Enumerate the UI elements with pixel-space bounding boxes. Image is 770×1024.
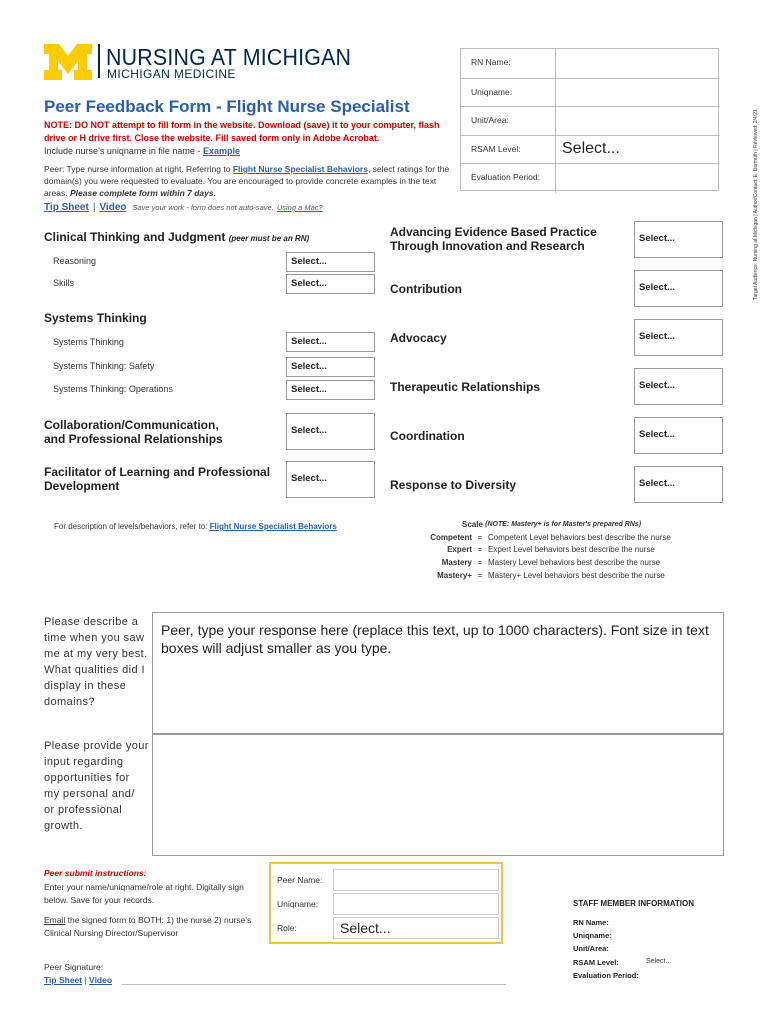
staff-rsam-value: Select...	[646, 958, 672, 965]
peer-uniqname-field[interactable]	[333, 893, 499, 915]
peer-name-row	[271, 867, 501, 893]
staff-uniqname-label: Uniqname:	[573, 931, 612, 940]
form-title: Peer Feedback Form - Flight Nurse Specialist	[44, 97, 410, 116]
peer-name-label: Peer Name:	[277, 875, 323, 885]
collaboration-heading: Collaboration/Communication, and Professional Relationships	[44, 418, 223, 446]
behaviors-link-2[interactable]: Flight Nurse Specialist Behaviors	[209, 522, 337, 531]
coordination-select[interactable]: Select...	[634, 417, 723, 454]
download-note: NOTE: DO NOT attempt to fill form in the website. Download (save) it to your computer, flash drive or H drive first. Close the website. Fill saved form only in Adobe Acrobat.	[44, 120, 440, 143]
coordination-heading: Coordination	[390, 429, 465, 443]
rsam-select[interactable]: Select...	[555, 136, 720, 165]
collaboration-select[interactable]: Select...	[286, 413, 375, 450]
advancing-ebp-heading: Advancing Evidence Based Practice Through Innovation and Research	[390, 225, 597, 253]
brand-subname: MICHIGAN MEDICINE	[107, 67, 236, 81]
example-link[interactable]: Example	[202, 146, 240, 156]
systems-thinking-label: Systems Thinking	[53, 337, 124, 347]
tip-sheet-link-2[interactable]: Tip Sheet	[44, 975, 83, 985]
contribution-heading: Contribution	[390, 282, 462, 296]
eval-period-label: Evaluation Period:	[471, 172, 540, 183]
facilitator-select[interactable]: Select...	[286, 461, 375, 498]
staff-rn-name-label: RN Name:	[573, 918, 609, 927]
signature-help-links: Tip Sheet | Video	[44, 975, 113, 985]
systems-operations-select[interactable]: Select...	[286, 380, 375, 400]
uniqname-label: Uniqname:	[471, 86, 513, 97]
unit-row	[461, 106, 720, 135]
rsam-label: RSAM Level:	[471, 143, 521, 154]
systems-safety-label: Systems Thinking: Safety	[53, 361, 155, 371]
mac-link[interactable]: Using a Mac?	[276, 203, 323, 212]
brand-name: NURSING AT MICHIGAN	[106, 44, 352, 70]
include-uniqname-text: Include nurse’s uniqname in file name - Example	[44, 146, 240, 156]
staff-eval-period-label: Evaluation Period:	[573, 971, 639, 980]
systems-thinking-heading: Systems Thinking	[44, 311, 147, 325]
growth-response-box[interactable]	[152, 734, 724, 856]
scale-row: Expert = Expert Level behaviors best describe the nurse	[447, 545, 655, 555]
uniqname-field[interactable]	[555, 79, 720, 108]
peer-uniqname-row	[271, 891, 501, 917]
scale-row: Mastery+ = Mastery+ Level behaviors best describe the nurse	[437, 570, 665, 580]
peer-role-row	[271, 915, 501, 941]
skills-select[interactable]: Select...	[286, 274, 375, 294]
eval-period-field[interactable]	[555, 164, 720, 193]
best-time-response-box[interactable]	[152, 612, 724, 734]
advancing-ebp-select[interactable]: Select...	[634, 221, 723, 258]
peer-role-label: Role:	[277, 923, 297, 933]
therapeutic-select[interactable]: Select...	[634, 368, 723, 405]
email-instructions: Email the signed form to BOTH: 1) the nurse 2) nurse’s Clinical Nursing Director/Supervisor	[44, 915, 252, 938]
submit-instructions-text: Enter your name/uniqname/role at right. Digitally sign below. Save for your records.	[44, 882, 244, 905]
logo-divider	[98, 44, 100, 78]
skills-label: Skills	[53, 278, 75, 288]
staff-rsam-label: RSAM Level:	[573, 958, 619, 967]
behaviors-link[interactable]: Flight Nurse Specialist Behaviors	[232, 164, 368, 174]
scale-title: Scale (NOTE: Mastery+ is for Master's prepared RNs)	[462, 520, 642, 529]
contribution-select[interactable]: Select...	[634, 270, 723, 307]
peer-instructions: Peer: Type nurse information at right. Referring to Flight Nurse Specialist Behaviors, select ratings for the domain(s) you were requested to evaluate. You are encouraged to provide concrete examples in the text areas. Please complete form within 7 days.	[44, 164, 450, 198]
question-best-time: Please describe a time when you saw me at my very best. What qualities did I display in these domains?	[44, 616, 148, 708]
description-reference: For description of levels/behaviors, refer to: Flight Nurse Specialist Behaviors	[54, 522, 337, 531]
scale-row: Mastery = Mastery Level behaviors best describe the nurse	[441, 558, 661, 568]
peer-info-panel	[269, 862, 503, 944]
question-growth: Please provide your input regarding opportunities for my personal and/ or professional growth.	[44, 740, 149, 832]
peer-signature-label: Peer Signature:	[44, 962, 104, 972]
advocacy-select[interactable]: Select...	[634, 319, 723, 356]
clinical-thinking-heading: Clinical Thinking and Judgment (peer must be an RN)	[44, 230, 310, 244]
link-separator: |	[92, 202, 96, 213]
video-link-2[interactable]: Video	[89, 975, 113, 985]
vertical-footer-text: Target Audience: Nursing at Michigan | Author/Contact: E. Dormuth | Reviewed: 2/4/21	[753, 109, 759, 300]
video-link[interactable]: Video	[99, 202, 127, 213]
unit-field[interactable]	[555, 107, 720, 136]
therapeutic-heading: Therapeutic Relationships	[390, 380, 541, 394]
best-time-response-text: Peer, type your response here (replace this text, up to 1000 characters). Font size in text boxes will adjust smaller as you type.	[161, 622, 709, 656]
peer-name-field[interactable]	[333, 869, 499, 891]
signature-field[interactable]	[122, 984, 506, 985]
block-m-logo	[44, 44, 92, 80]
staff-unit-label: Unit/Area:	[573, 944, 609, 953]
advocacy-heading: Advocacy	[390, 331, 447, 345]
systems-safety-select[interactable]: Select...	[286, 357, 375, 377]
scale-row: Competent = Competent Level behaviors best describe the nurse	[430, 532, 671, 542]
diversity-select[interactable]: Select...	[634, 466, 723, 503]
diversity-heading: Response to Diversity	[390, 478, 517, 492]
tip-sheet-link[interactable]: Tip Sheet	[44, 202, 89, 213]
rn-name-label: RN Name:	[471, 57, 511, 67]
reasoning-select[interactable]: Select...	[286, 252, 375, 272]
rn-info-panel	[460, 48, 719, 191]
eval-period-row	[461, 163, 720, 192]
staff-info-heading: STAFF MEMBER INFORMATION	[573, 899, 695, 908]
submit-instructions-heading: Peer submit instructions:	[44, 868, 147, 878]
peer-role-select[interactable]: Select...	[333, 917, 499, 939]
systems-thinking-select[interactable]: Select...	[286, 332, 375, 352]
facilitator-heading: Facilitator of Learning and Professional Development	[44, 465, 271, 493]
uniqname-row	[461, 78, 720, 107]
save-note: Save your work - form does not auto-save.	[132, 203, 274, 212]
rn-name-field[interactable]	[555, 49, 720, 78]
systems-operations-label: Systems Thinking: Operations	[53, 384, 173, 394]
scale-legend	[410, 519, 710, 583]
rsam-row	[461, 135, 720, 164]
peer-uniqname-label: Uniqname:	[277, 899, 319, 909]
help-links-row	[44, 202, 323, 213]
rn-name-row	[461, 49, 720, 78]
unit-label: Unit/Area:	[471, 115, 509, 126]
reasoning-label: Reasoning	[53, 256, 97, 266]
